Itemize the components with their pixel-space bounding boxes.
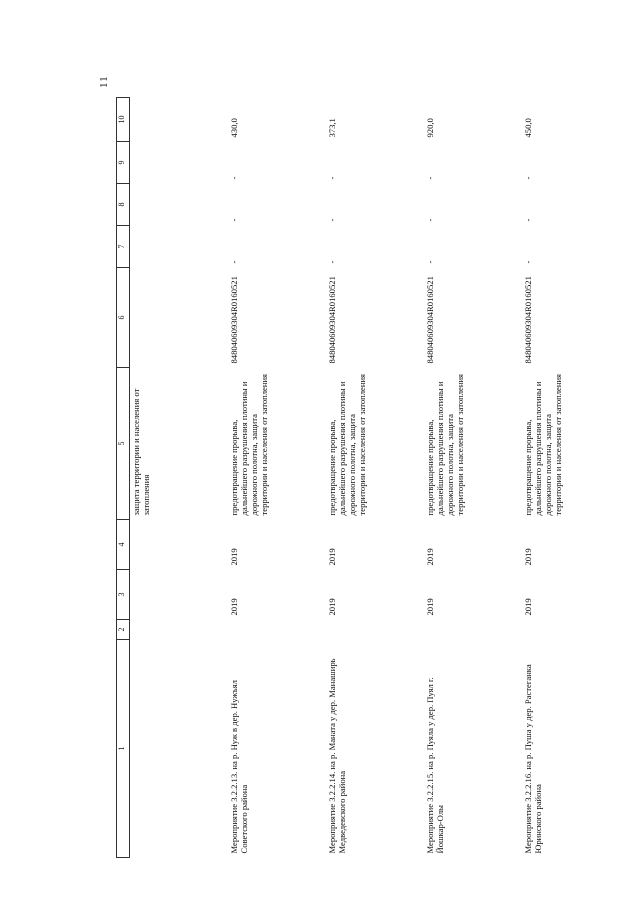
table-row (130, 98, 229, 858)
header-col-7: 7 (117, 226, 130, 268)
cell-col-8: - (523, 218, 533, 222)
cell-col-9: - (327, 176, 337, 180)
measure-purpose: предотвращение прорыва, дальнейшего разрушения плотины и дорожного полотна, защита территории и населения от затопления (523, 373, 564, 516)
cell-col-7: - (523, 260, 533, 264)
measure-purpose: защита территории и населения от затопления (131, 388, 152, 516)
cell-col-7: - (425, 260, 435, 264)
cell-col-8 (130, 184, 229, 226)
end-year: 2019 (229, 548, 239, 566)
header-col-3: 3 (117, 570, 130, 620)
header-col-4: 4 (117, 520, 130, 570)
measure-purpose: предотвращение прорыва, дальнейшего разрушения плотины и дорожного полотна, защита территории и населения от затопления (425, 373, 466, 516)
start-year: 2019 (229, 598, 239, 616)
amount (130, 98, 229, 142)
cell-col-7 (130, 226, 229, 268)
header-col-9: 9 (117, 142, 130, 184)
header-col-8: 8 (117, 184, 130, 226)
cell-col-2 (424, 620, 522, 640)
amount: 373,1 (327, 118, 337, 138)
header-col-6: 6 (117, 268, 130, 368)
start-year: 2019 (523, 598, 533, 616)
measure-name (130, 640, 229, 858)
measure-name: Мероприятие 3.2.2.15. на р. Пуяла у дер. Пуял г. Йошкар-Олы (425, 677, 446, 854)
cell-col-7: - (327, 260, 337, 264)
cell-col-9: - (229, 176, 239, 180)
end-year (130, 520, 229, 570)
header-row (117, 98, 130, 858)
budget-code: 848040609304R0160521 (229, 276, 239, 364)
end-year: 2019 (523, 548, 533, 566)
cell-col-7: - (229, 260, 239, 264)
start-year: 2019 (425, 598, 435, 616)
amount: 450,0 (523, 118, 533, 138)
page-number: 11 (98, 75, 110, 88)
start-year (130, 570, 229, 620)
measure-purpose: предотвращение прорыва, дальнейшего разрушения плотины и дорожного полотна, защита территории и населения от затопления (327, 373, 368, 516)
budget-code: 848040609304R0160521 (327, 276, 337, 364)
cell-col-8: - (327, 218, 337, 222)
measure-purpose: предотвращение прорыва, дальнейшего разрушения плотины и дорожного полотна, защита территории и населения от затопления (229, 373, 270, 516)
cell-col-8: - (229, 218, 239, 222)
budget-code: 848040609304R0160521 (425, 276, 435, 364)
end-year: 2019 (327, 548, 337, 566)
end-year: 2019 (425, 548, 435, 566)
measure-name: Мероприятие 3.2.2.16. на р. Пуша у дер. Растеганка Юринского района (523, 664, 544, 854)
cell-col-2 (522, 620, 620, 640)
cell-col-2 (130, 620, 229, 640)
table-row (228, 98, 326, 858)
header-col-5: 5 (117, 368, 130, 520)
budget-code: 848040609304R0160521 (523, 276, 533, 364)
header-col-10: 10 (117, 98, 130, 142)
start-year: 2019 (327, 598, 337, 616)
cell-col-9: - (425, 176, 435, 180)
header-col-2: 2 (117, 620, 130, 640)
cell-col-9 (130, 142, 229, 184)
rotated-table-sheet (98, 75, 564, 858)
amount: 920,0 (425, 118, 435, 138)
measure-name: Мероприятие 3.2.2.14. на р. Маната у дер. Манаширь Медведевского района (327, 658, 348, 854)
header-col-1: 1 (117, 640, 130, 858)
table-row (424, 98, 522, 858)
measure-name: Мероприятие 3.2.2.13. на р. Нуж в дер. Нужъял Советского района (229, 680, 250, 854)
table-row (326, 98, 424, 858)
cell-col-8: - (425, 218, 435, 222)
cell-col-2 (326, 620, 424, 640)
measures-table (116, 97, 620, 858)
table-row (522, 98, 620, 858)
cell-col-2 (228, 620, 326, 640)
amount: 430,0 (229, 118, 239, 138)
budget-code (130, 268, 229, 368)
cell-col-9: - (523, 176, 533, 180)
